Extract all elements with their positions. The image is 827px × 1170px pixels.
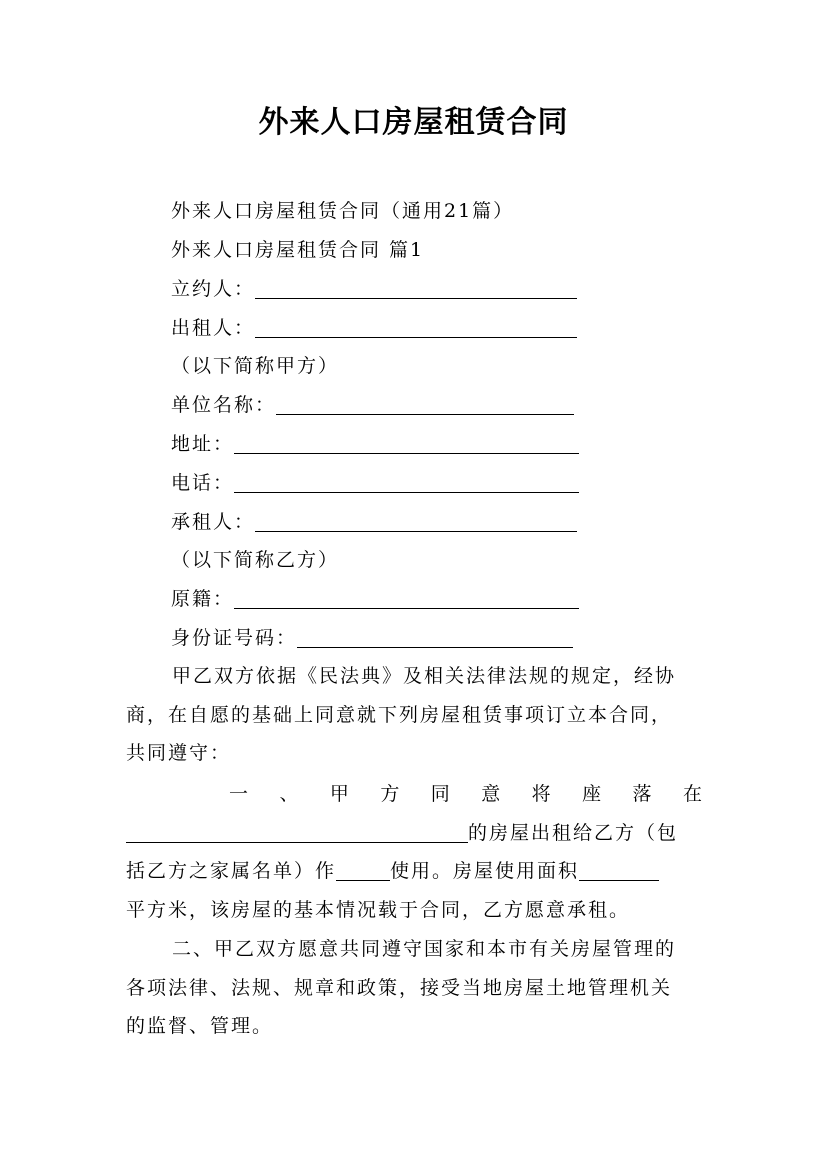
clause-two [126, 930, 704, 1046]
field-origin [171, 586, 579, 612]
field-lessor [171, 315, 577, 341]
field-address [171, 431, 579, 457]
clause-one [126, 775, 704, 929]
field-party-b-note [171, 547, 339, 573]
blank-line [234, 433, 579, 454]
clause-char: 、 [279, 783, 301, 805]
blank-line [126, 822, 468, 843]
clause-text: 使用。房屋使用面积 [390, 860, 580, 882]
paragraph-line: 的监督、管理。 [126, 1015, 274, 1037]
blank-line [579, 860, 659, 881]
blank-line [255, 317, 577, 338]
clause-char: 在 [682, 783, 704, 805]
blank-line [297, 627, 573, 648]
field-lessee [171, 509, 577, 535]
blank-line [276, 394, 574, 415]
clause-char: 意 [481, 783, 503, 805]
clause-char: 落 [632, 783, 654, 805]
clause-text: 括乙方之家属名单）作 [126, 860, 337, 882]
clause-char: 同 [430, 783, 452, 805]
field-party-a-note [171, 353, 339, 379]
field-label: 原籍： [171, 588, 235, 610]
paragraph-line: 各项法律、法规、规章和政策，接受当地房屋土地管理机关 [126, 976, 673, 999]
clause-text: 的房屋出租给乙方（包 [468, 821, 679, 844]
clause-line-spread [126, 775, 704, 814]
field-id-number [171, 625, 573, 651]
blank-line [234, 588, 579, 609]
clause-line: 平方米，该房屋的基本情况载于合同，乙方愿意承租。 [126, 898, 631, 921]
blank-line [255, 511, 577, 532]
paragraph-line: 共同遵守： [126, 742, 232, 764]
field-label: 身份证号码： [171, 627, 298, 649]
field-label: （以下简称甲方） [171, 355, 340, 377]
clause-char: 将 [531, 783, 553, 805]
field-label: 出租人： [171, 317, 256, 339]
field-label: 立约人： [171, 278, 256, 300]
field-label: 地址： [171, 433, 235, 455]
paragraph-line: 商，在自愿的基础上同意就下列房屋租赁事项订立本合同， [126, 703, 673, 726]
paragraph-line: 二、甲乙双方愿意共同遵守国家和本市有关房屋管理的 [172, 938, 677, 960]
blank-line [234, 472, 579, 493]
field-label: （以下简称乙方） [171, 549, 340, 571]
field-label: 承租人： [171, 511, 256, 533]
field-party [171, 276, 577, 302]
paragraph-basis [126, 657, 704, 773]
document-subtitle: 外来人口房屋租赁合同（通用21篇） [171, 200, 515, 222]
clause-char: 一 [229, 783, 251, 805]
clause-line [126, 852, 704, 891]
clause-char: 座 [582, 783, 604, 805]
clause-line [126, 814, 704, 853]
blank-line [336, 860, 390, 881]
field-label: 电话： [171, 472, 235, 494]
clause-char: 甲 [329, 783, 351, 805]
field-company-name [171, 392, 574, 418]
field-label: 单位名称： [171, 394, 277, 416]
clause-char: 方 [380, 783, 402, 805]
paragraph-line: 甲乙双方依据《民法典》及相关法律法规的规定，经协 [172, 665, 677, 687]
section-heading: 外来人口房屋租赁合同 篇1 [171, 239, 425, 261]
blank-line [255, 278, 577, 299]
document-title: 外来人口房屋租赁合同 [258, 105, 569, 140]
field-phone [171, 470, 579, 496]
